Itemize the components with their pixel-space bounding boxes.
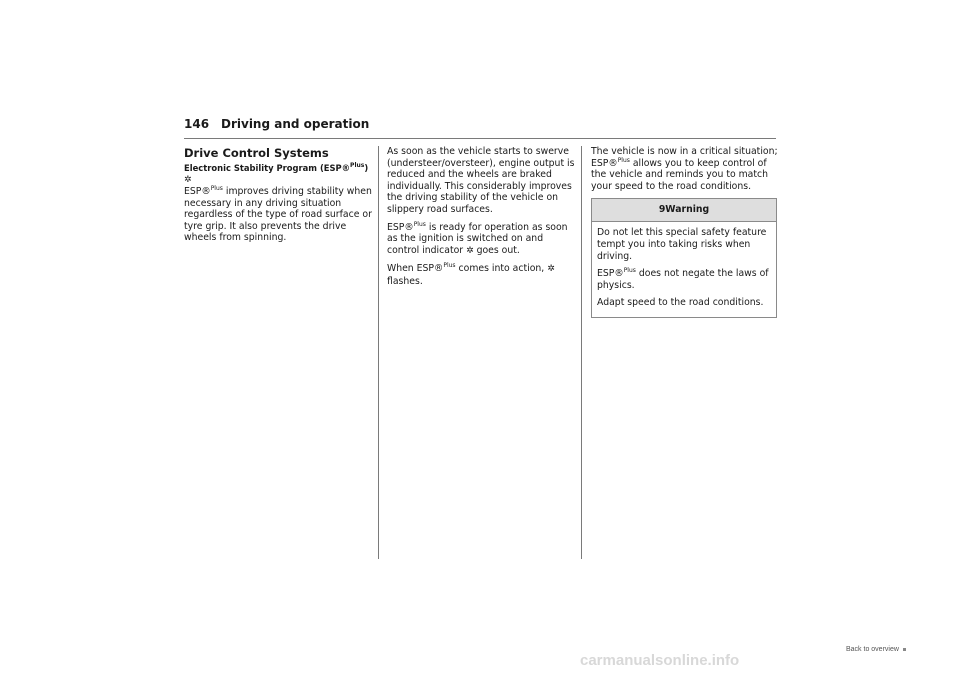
warning-symbol-icon: 9 — [658, 204, 666, 216]
plus-superscript: Plus — [617, 156, 630, 164]
warning-title: Warning — [665, 204, 710, 216]
section-title: Drive Control Systems — [184, 146, 329, 160]
paragraph — [184, 186, 372, 244]
paragraph-lead: ESP® — [184, 186, 211, 197]
page-number: 146 — [184, 117, 210, 131]
column-divider-2 — [581, 146, 582, 559]
warning-paragraph — [597, 268, 771, 291]
plus-superscript: Plus — [210, 184, 223, 192]
paragraph-lead: The vehicle is now in a critical situation; ESP® — [591, 146, 778, 169]
plus-superscript: Plus — [623, 267, 636, 275]
paragraph-lead: When ESP® — [387, 263, 444, 275]
paragraph-tail: goes out. — [473, 244, 520, 256]
paragraph-text: comes into action, — [455, 263, 548, 275]
column-2 — [387, 146, 575, 294]
warning-body — [592, 222, 776, 317]
plus-superscript: Plus — [443, 262, 456, 270]
warning-paragraph: Adapt speed to the road conditions. — [597, 297, 764, 309]
page-title: Driving and operation — [221, 117, 370, 131]
paragraph — [591, 146, 779, 192]
paragraph-text: does not negate the laws of physics. — [597, 268, 769, 291]
paragraph-text: allows you to keep control of the vehicle and reminds you to match your speed to the road conditions. — [591, 157, 769, 192]
page-header — [184, 116, 776, 139]
plus-superscript: Plus — [413, 220, 426, 228]
back-to-overview-link[interactable]: Back to overview — [846, 646, 906, 653]
paragraph — [387, 222, 575, 258]
paragraph-lead: ESP® — [387, 221, 414, 233]
paragraph-text: is ready for operation as soon as the ignition is switched on and control indicator — [387, 221, 568, 256]
paragraph-text: improves driving stability when necessary in any driving situation regardless of the type of road surface or tyre grip. It also prevents the drive wheels from spinning. — [184, 186, 372, 244]
esp-control-indicator-icon: ✲ — [466, 245, 474, 256]
paragraph — [387, 263, 575, 287]
plus-superscript: Plus — [350, 162, 365, 170]
esp-flash-indicator-icon: ✲ — [547, 264, 555, 275]
column-3 — [591, 146, 779, 318]
watermark: carmanualsonline.info — [580, 652, 740, 669]
column-divider-1 — [378, 146, 379, 559]
paragraph-tail: flashes. — [387, 275, 423, 287]
paragraph: As soon as the vehicle starts to swerve (understeer/oversteer), engine output is reduced and the wheels are braked individually. This considerably improves the driving stability of the vehicle on slippery road surfaces. — [387, 146, 575, 215]
subsection-title-tail: ) — [364, 163, 369, 173]
esp-icon: ✲ — [184, 175, 192, 185]
column-1 — [184, 146, 372, 250]
subsection-title-text: Electronic Stability Program (ESP® — [184, 163, 351, 173]
warning-paragraph: Do not let this special safety feature tempt you into taking risks when driving. — [597, 227, 767, 262]
subsection-title — [184, 163, 372, 186]
paragraph-lead: ESP® — [597, 268, 624, 280]
warning-header — [592, 199, 776, 222]
warning-box — [591, 198, 777, 318]
